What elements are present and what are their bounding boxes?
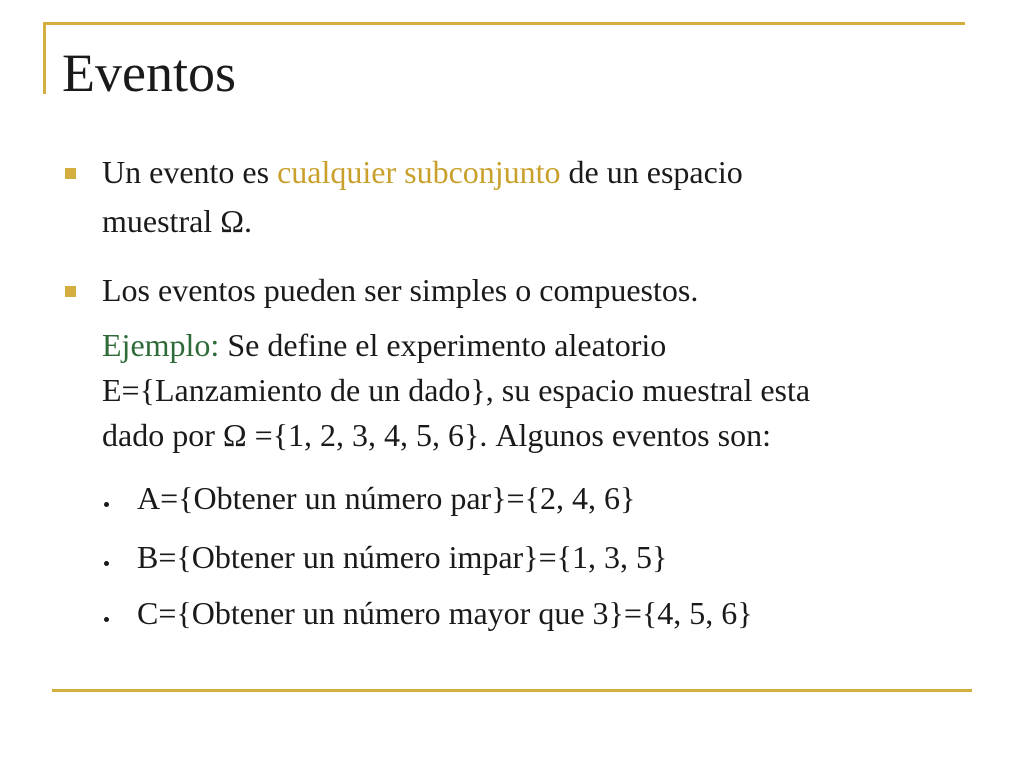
example-paragraph — [102, 323, 982, 458]
sub-bullet-dot-icon — [104, 561, 109, 566]
example-label: Ejemplo: — [102, 327, 220, 363]
sub-bullet-dot-icon — [104, 617, 109, 622]
bottom-frame-line — [52, 689, 972, 692]
example-line1: Se define el experimento aleatorio — [219, 327, 667, 363]
bullet-1-part2: de un espacio — [560, 154, 743, 190]
bullet-1-highlight: cualquier subconjunto — [277, 154, 561, 190]
slide-title: Eventos — [62, 43, 236, 103]
sub-item-c: C={Obtener un número mayor que 3}={4, 5, 6} — [137, 595, 753, 631]
bullet-1-text — [102, 148, 982, 246]
left-frame-line — [43, 22, 46, 94]
bullet-2-text: Los eventos pueden ser simples o compuestos. — [102, 272, 699, 308]
bullet-1-line2: muestral Ω. — [102, 203, 252, 239]
bullet-square-icon — [65, 168, 76, 179]
bullet-1-part1: Un evento es — [102, 154, 278, 190]
top-frame-line — [43, 22, 965, 25]
bullet-square-icon — [65, 286, 76, 297]
sub-item-b: B={Obtener un número impar}={1, 3, 5} — [137, 539, 668, 575]
example-line3: dado por Ω ={1, 2, 3, 4, 5, 6}. Algunos eventos son: — [102, 417, 771, 453]
sub-item-a: A={Obtener un número par}={2, 4, 6} — [137, 480, 636, 516]
sub-bullet-dot-icon — [104, 502, 109, 507]
example-line2: E={Lanzamiento de un dado}, su espacio muestral esta — [102, 372, 811, 408]
